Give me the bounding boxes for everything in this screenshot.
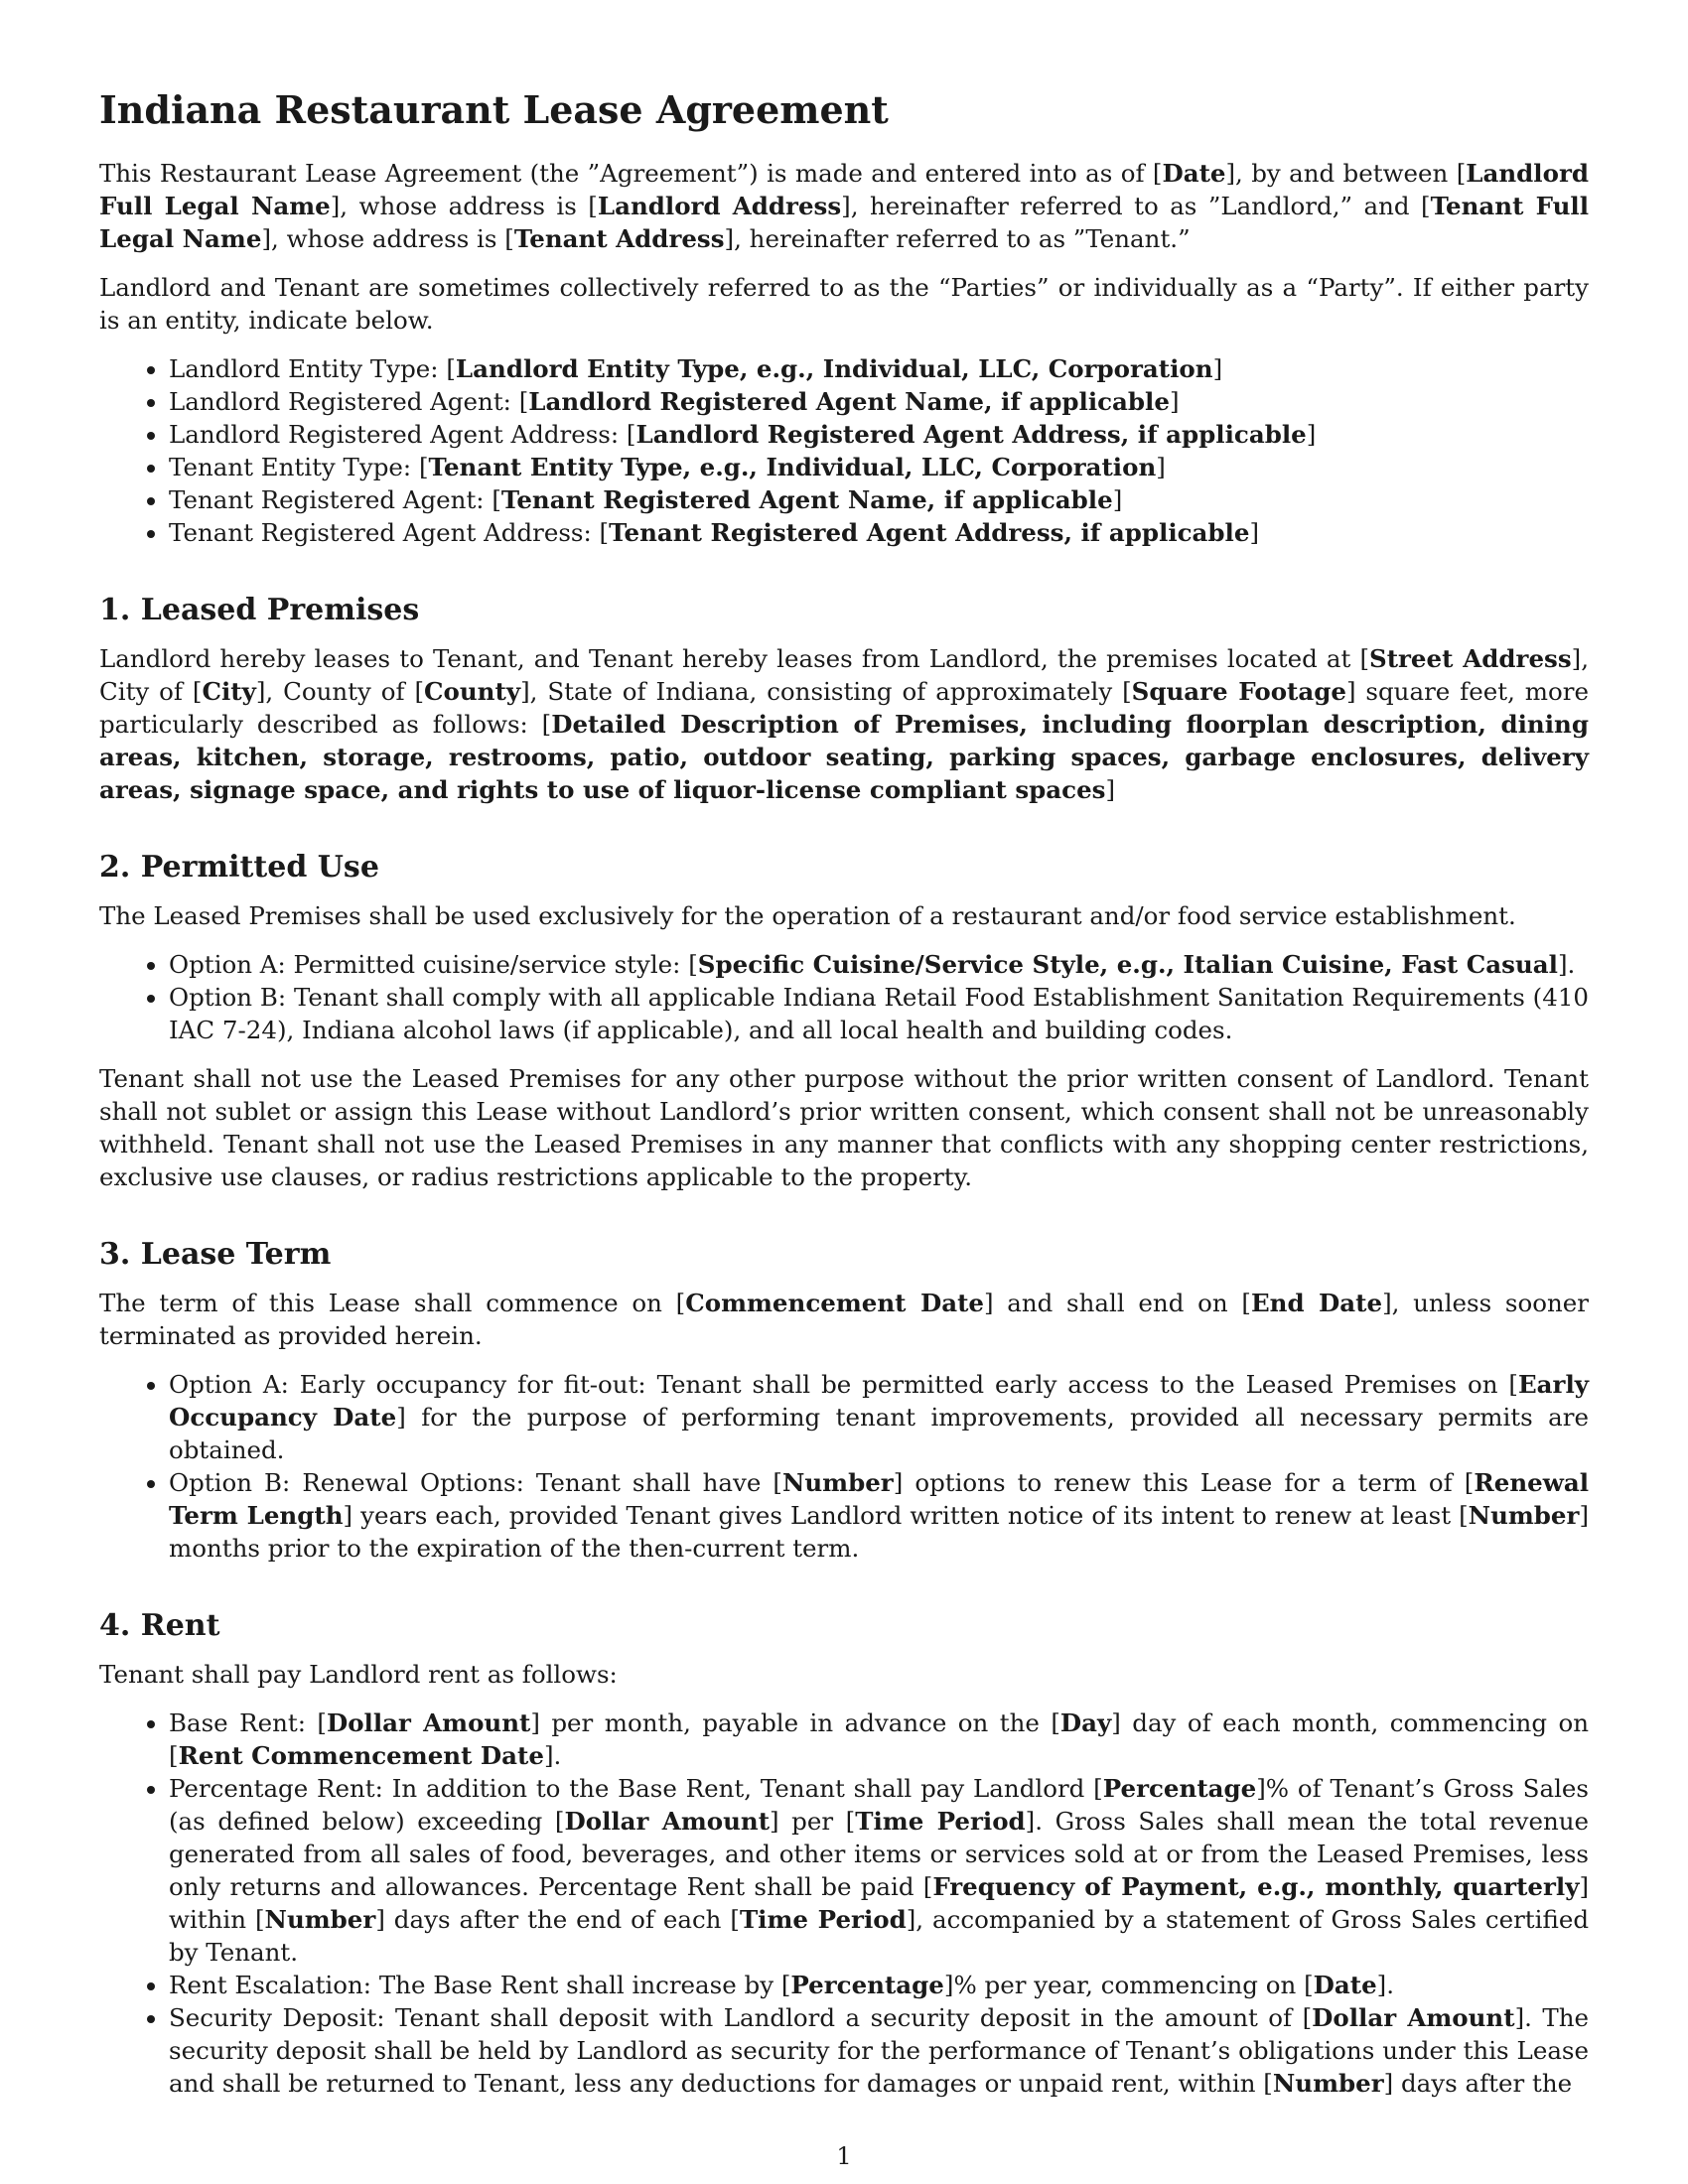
text-segment: ] options to renew this Lease for a term of [	[893, 1468, 1475, 1497]
text-segment: Security Deposit: Tenant shall deposit with Landlord a security deposit in the amount of [	[169, 2003, 1313, 2032]
placeholder-field: Landlord Full Legal Name	[99, 159, 1589, 220]
placeholder-field: Date	[1162, 159, 1226, 188]
text-segment: ].	[543, 1741, 562, 1770]
text-segment: ]	[1112, 485, 1123, 514]
placeholder-field: Landlord Registered Agent Name, if applicable	[528, 387, 1170, 416]
entity-list	[99, 352, 1589, 549]
placeholder-field: Percentage	[790, 1971, 944, 1999]
placeholder-field: Tenant Address	[513, 224, 725, 253]
section-1-heading: 1. Leased Premises	[99, 593, 420, 627]
text-segment: ], State of Indiana, consisting of approximately [	[520, 677, 1132, 706]
text-segment: ], whose address is [	[261, 224, 514, 253]
placeholder-field: Dollar Amount	[564, 1807, 771, 1836]
text-segment: ] months prior to the expiration of the then-current term.	[169, 1501, 1589, 1563]
text-segment: Option B: Renewal Options: Tenant shall have [	[169, 1468, 782, 1497]
text-segment: ]	[1105, 775, 1116, 804]
placeholder-field: Renewal Term Length	[169, 1468, 1589, 1530]
page-number: 1	[836, 2142, 852, 2170]
list-item	[169, 1706, 1589, 1772]
placeholder-field: Specific Cuisine/Service Style, e.g., Italian Cuisine, Fast Casual	[697, 950, 1558, 979]
text-segment: Option A: Permitted cuisine/service style: [	[169, 950, 698, 979]
placeholder-field: Number	[781, 1468, 894, 1497]
placeholder-field: Number	[1272, 2069, 1384, 2098]
placeholder-field: Detailed Description of Premises, including floorplan description, dining areas, kitchen, storage, restrooms, patio, outdoor seating, parking spaces, garbage enclosures, delivery areas, signage space, and rights to use of liquor-license compliant spaces	[99, 710, 1589, 804]
list-item	[169, 483, 1589, 516]
section-4-rent-terms	[99, 1706, 1589, 2100]
placeholder-field: Percentage	[1102, 1774, 1257, 1803]
text-segment: ]	[1156, 453, 1166, 481]
list-item	[169, 516, 1589, 549]
text-segment: ]% of Tenant’s Gross Sales (as defined below) exceeding [	[169, 1774, 1589, 1836]
text-segment: ]	[1306, 420, 1317, 449]
text-segment: Tenant Registered Agent Address: [	[169, 518, 610, 547]
text-segment: ].	[1557, 950, 1576, 979]
list-item	[169, 1772, 1589, 1969]
placeholder-field: Landlord Entity Type, e.g., Individual, LLC, Corporation	[455, 354, 1213, 383]
list-item	[169, 385, 1589, 418]
text-segment: ] square feet, more particularly described as follows: [	[99, 677, 1589, 739]
text-segment: Base Rent: [	[169, 1708, 327, 1737]
placeholder-field: Frequency of Payment, e.g., monthly, quarterly	[932, 1872, 1580, 1901]
document-title: Indiana Restaurant Lease Agreement	[99, 87, 889, 132]
text-segment: ], County of [	[255, 677, 425, 706]
text-segment: ], City of [	[99, 644, 1589, 706]
text-segment: Landlord Entity Type: [	[169, 354, 456, 383]
list-item	[169, 1969, 1589, 2001]
placeholder-field: County	[424, 677, 521, 706]
list-item	[169, 352, 1589, 385]
list-item	[169, 981, 1589, 1046]
placeholder-field: Tenant Entity Type, e.g., Individual, LLC, Corporation	[428, 453, 1157, 481]
section-3-options	[99, 1368, 1589, 1565]
text-segment: ].	[1376, 1971, 1395, 1999]
text-segment: ] within [	[169, 1872, 1590, 1934]
text-segment: ] day of each month, commencing on [	[169, 1708, 1589, 1770]
list-item	[169, 418, 1589, 451]
list-item	[169, 2001, 1589, 2100]
text-segment: ] per month, payable in advance on the [	[530, 1708, 1060, 1737]
text-segment: ], hereinafter referred to as ”Landlord,” and [	[841, 192, 1431, 220]
section-2-heading: 2. Permitted Use	[99, 850, 379, 885]
list-item	[169, 451, 1589, 483]
text-segment: ], by and between [	[1225, 159, 1467, 188]
text-segment: ]. Gross Sales shall mean the total revenue generated from all sales of food, beverages, and other items or services sold at or from the Leased Premises, less only returns and allowances. Percentage Rent shall be paid [	[169, 1807, 1590, 1901]
section-3-heading: 3. Lease Term	[99, 1237, 332, 1272]
parties-note-paragraph	[99, 271, 1589, 337]
text-segment: The term of this Lease shall commence on [	[99, 1289, 686, 1317]
placeholder-field: Square Footage	[1131, 677, 1346, 706]
section-2-body	[99, 899, 1589, 932]
placeholder-field: Tenant Full Legal Name	[99, 192, 1590, 253]
placeholder-field: Tenant Registered Agent Address, if applicable	[609, 518, 1250, 547]
text-segment: Rent Escalation: The Base Rent shall increase by [	[169, 1971, 791, 1999]
text-segment: Tenant shall pay Landlord rent as follows:	[99, 1660, 618, 1689]
section-4-heading: 4. Rent	[99, 1608, 220, 1643]
section-3-body	[99, 1287, 1589, 1352]
text-segment: ]. The security deposit shall be held by Landlord as security for the performance of Tenant’s obligations under this Lease and shall be returned to Tenant, less any deductions for damages or unpaid rent, within [	[169, 2003, 1589, 2098]
text-segment: ]	[1212, 354, 1223, 383]
text-segment: Tenant Entity Type: [	[169, 453, 429, 481]
placeholder-field: Rent Commencement Date	[178, 1741, 544, 1770]
placeholder-field: Commencement Date	[685, 1289, 984, 1317]
list-item	[169, 1368, 1589, 1466]
placeholder-field: Street Address	[1369, 644, 1572, 673]
text-segment: ]	[1249, 518, 1260, 547]
section-2-restrictions	[99, 1062, 1589, 1193]
text-segment: ] for the purpose of performing tenant improvements, provided all necessary permits are obtained.	[169, 1403, 1589, 1464]
placeholder-field: Dollar Amount	[1312, 2003, 1515, 2032]
placeholder-field: End Date	[1250, 1289, 1383, 1317]
list-item	[169, 948, 1589, 981]
text-segment: Percentage Rent: In addition to the Base Rent, Tenant shall pay Landlord [	[169, 1774, 1103, 1803]
text-segment: Landlord Registered Agent: [	[169, 387, 529, 416]
placeholder-field: City	[202, 677, 256, 706]
text-segment: The Leased Premises shall be used exclusively for the operation of a restaurant and/or food service establishment.	[99, 901, 1516, 930]
list-item	[169, 1466, 1589, 1565]
placeholder-field: Number	[1468, 1501, 1580, 1530]
text-segment: Landlord hereby leases to Tenant, and Tenant hereby leases from Landlord, the premises located at [	[99, 644, 1370, 673]
text-segment: ] days after the	[1383, 2069, 1573, 2098]
text-segment: This Restaurant Lease Agreement (the ”Agreement”) is made and entered into as of [	[99, 159, 1163, 188]
text-segment: ] and shall end on [	[983, 1289, 1251, 1317]
placeholder-field: Day	[1059, 1708, 1112, 1737]
placeholder-field: Tenant Registered Agent Name, if applicable	[500, 485, 1113, 514]
section-1-body	[99, 642, 1589, 806]
text-segment: Option A: Early occupancy for fit-out: Tenant shall be permitted early access to the Leased Premises on [	[169, 1370, 1518, 1399]
placeholder-field: Landlord Registered Agent Address, if applicable	[635, 420, 1307, 449]
text-segment: ], unless sooner terminated as provided herein.	[99, 1289, 1589, 1350]
text-segment: ], hereinafter referred to as ”Tenant.”	[724, 224, 1191, 253]
document-content	[99, 85, 1589, 2116]
text-segment: ] per [	[770, 1807, 856, 1836]
text-segment: ]% per year, commencing on [	[943, 1971, 1314, 1999]
intro-paragraph	[99, 157, 1589, 255]
text-segment: Landlord Registered Agent Address: [	[169, 420, 636, 449]
section-4-body	[99, 1658, 1589, 1691]
text-segment: ], accompanied by a statement of Gross Sales certified by Tenant.	[169, 1905, 1589, 1967]
text-segment: ] days after the end of each [	[375, 1905, 740, 1934]
placeholder-field: Early Occupancy Date	[169, 1370, 1589, 1432]
text-segment: ] years each, provided Tenant gives Landlord written notice of its intent to renew at least [	[343, 1501, 1469, 1530]
text-segment: Tenant Registered Agent: [	[169, 485, 501, 514]
placeholder-field: Time Period	[739, 1905, 907, 1934]
placeholder-field: Dollar Amount	[326, 1708, 531, 1737]
placeholder-field: Time Period	[855, 1807, 1026, 1836]
text-segment: Tenant shall not use the Leased Premises for any other purpose without the prior written consent of Landlord. Tenant shall not sublet or assign this Lease without Landlord’s prior written consent, which consent shall not be unreasonably withheld. Tenant shall not use the Leased Premises in any manner that conflicts with any shopping center restrictions, exclusive use clauses, or radius restrictions applicable to the property.	[99, 1064, 1589, 1191]
text-segment: ]	[1169, 387, 1180, 416]
text-segment: Option B: Tenant shall comply with all applicable Indiana Retail Food Establishment Sanitation Requirements (410 IAC 7-24), Indiana alcohol laws (if applicable), and all local health and building codes.	[169, 983, 1589, 1044]
placeholder-field: Number	[264, 1905, 376, 1934]
text-segment: ], whose address is [	[330, 192, 598, 220]
text-segment: Landlord and Tenant are sometimes collectively referred to as the “Parties” or individually as a “Party”. If either party is an entity, indicate below.	[99, 273, 1589, 335]
placeholder-field: Landlord Address	[597, 192, 842, 220]
placeholder-field: Date	[1313, 1971, 1377, 1999]
section-2-options	[99, 948, 1589, 1046]
